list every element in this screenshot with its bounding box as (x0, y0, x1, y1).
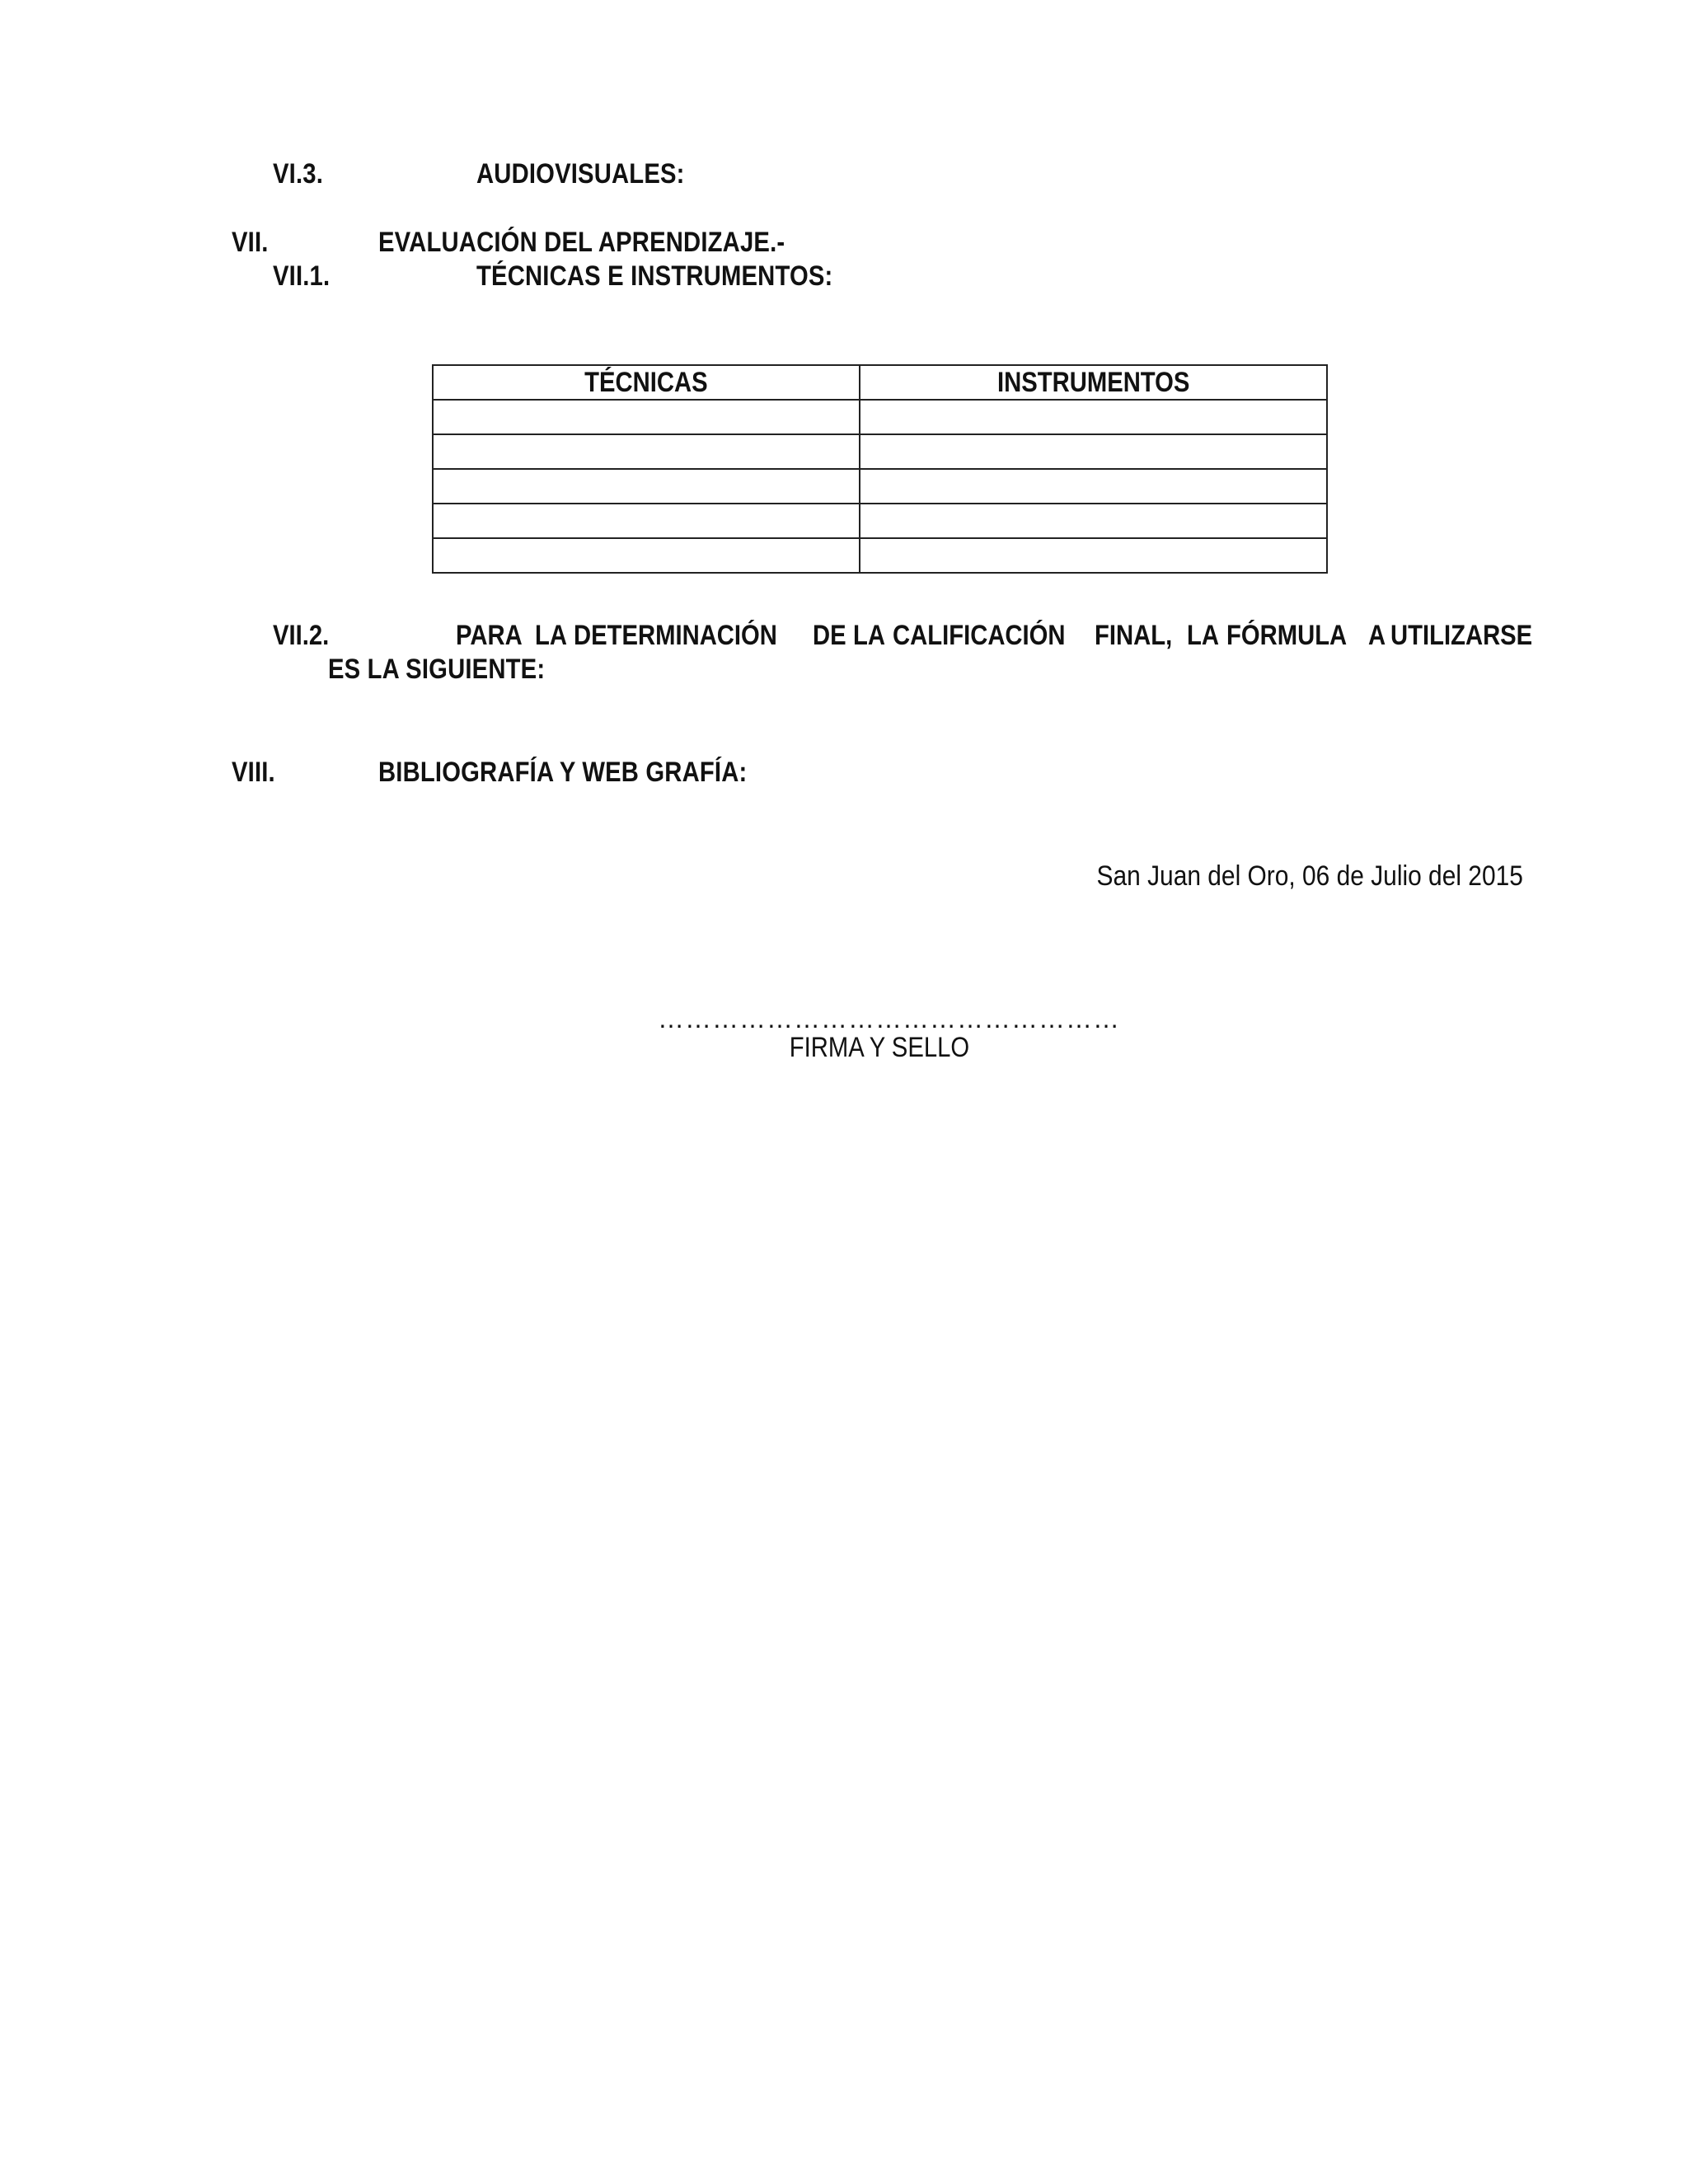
techniques-instruments-table (432, 364, 1328, 574)
signature-line: …………………………………………… (658, 1004, 1120, 1033)
table-header-cell (433, 365, 860, 400)
table-header-cell (860, 365, 1327, 400)
table-row (433, 434, 1327, 469)
table-cell (860, 469, 1327, 504)
table-row (433, 504, 1327, 538)
table-cell (433, 400, 860, 434)
table-cell (860, 504, 1327, 538)
table-header-row (433, 365, 1327, 400)
table-cell (433, 469, 860, 504)
heading-word: DETERMINACIÓN (574, 620, 778, 651)
table-cell (860, 538, 1327, 573)
table-cell (433, 538, 860, 573)
header-instrumentos: INSTRUMENTOS (996, 367, 1190, 398)
section-title-audiovisuales: AUDIOVISUALES: (476, 158, 685, 190)
section-number-vii: VII. (232, 227, 269, 258)
section-vii2-continuation: ES LA SIGUIENTE: (328, 654, 546, 685)
heading-word: LA (534, 620, 567, 651)
heading-word: DE (812, 620, 846, 651)
heading-word: PARA (455, 620, 523, 651)
heading-word: FÓRMULA (1226, 620, 1347, 651)
table-cell (860, 434, 1327, 469)
heading-word: CALIFICACIÓN (892, 620, 1066, 651)
section-number-vii1: VII.1. (273, 260, 331, 292)
table-row (433, 469, 1327, 504)
signature-label: FIRMA Y SELLO (789, 1032, 969, 1063)
heading-word: UTILIZARSE (1390, 620, 1532, 651)
table-row (433, 400, 1327, 434)
table-cell (860, 400, 1327, 434)
table-cell (433, 434, 860, 469)
section-vii2-heading (273, 620, 1532, 652)
section-title-tecnicas-instrumentos: TÉCNICAS E INSTRUMENTOS: (476, 260, 833, 292)
section-number-vi3: VI.3. (273, 158, 324, 190)
signature-label-wrap (0, 1032, 1688, 1064)
section-number-viii: VIII. (232, 757, 275, 788)
heading-word: LA (1187, 620, 1220, 651)
place-date: San Juan del Oro, 06 de Julio del 2015 (1096, 860, 1523, 892)
table-cell (433, 504, 860, 538)
heading-word: LA (852, 620, 885, 651)
table-row (433, 538, 1327, 573)
header-tecnicas: TÉCNICAS (584, 367, 708, 398)
section-number-vii2: VII.2. (273, 620, 330, 651)
heading-word: FINAL, (1095, 620, 1173, 651)
section-title-bibliografia: BIBLIOGRAFÍA Y WEB GRAFÍA: (378, 757, 748, 788)
section-title-evaluacion: EVALUACIÓN DEL APRENDIZAJE.- (378, 227, 785, 258)
heading-word: A (1367, 620, 1386, 651)
